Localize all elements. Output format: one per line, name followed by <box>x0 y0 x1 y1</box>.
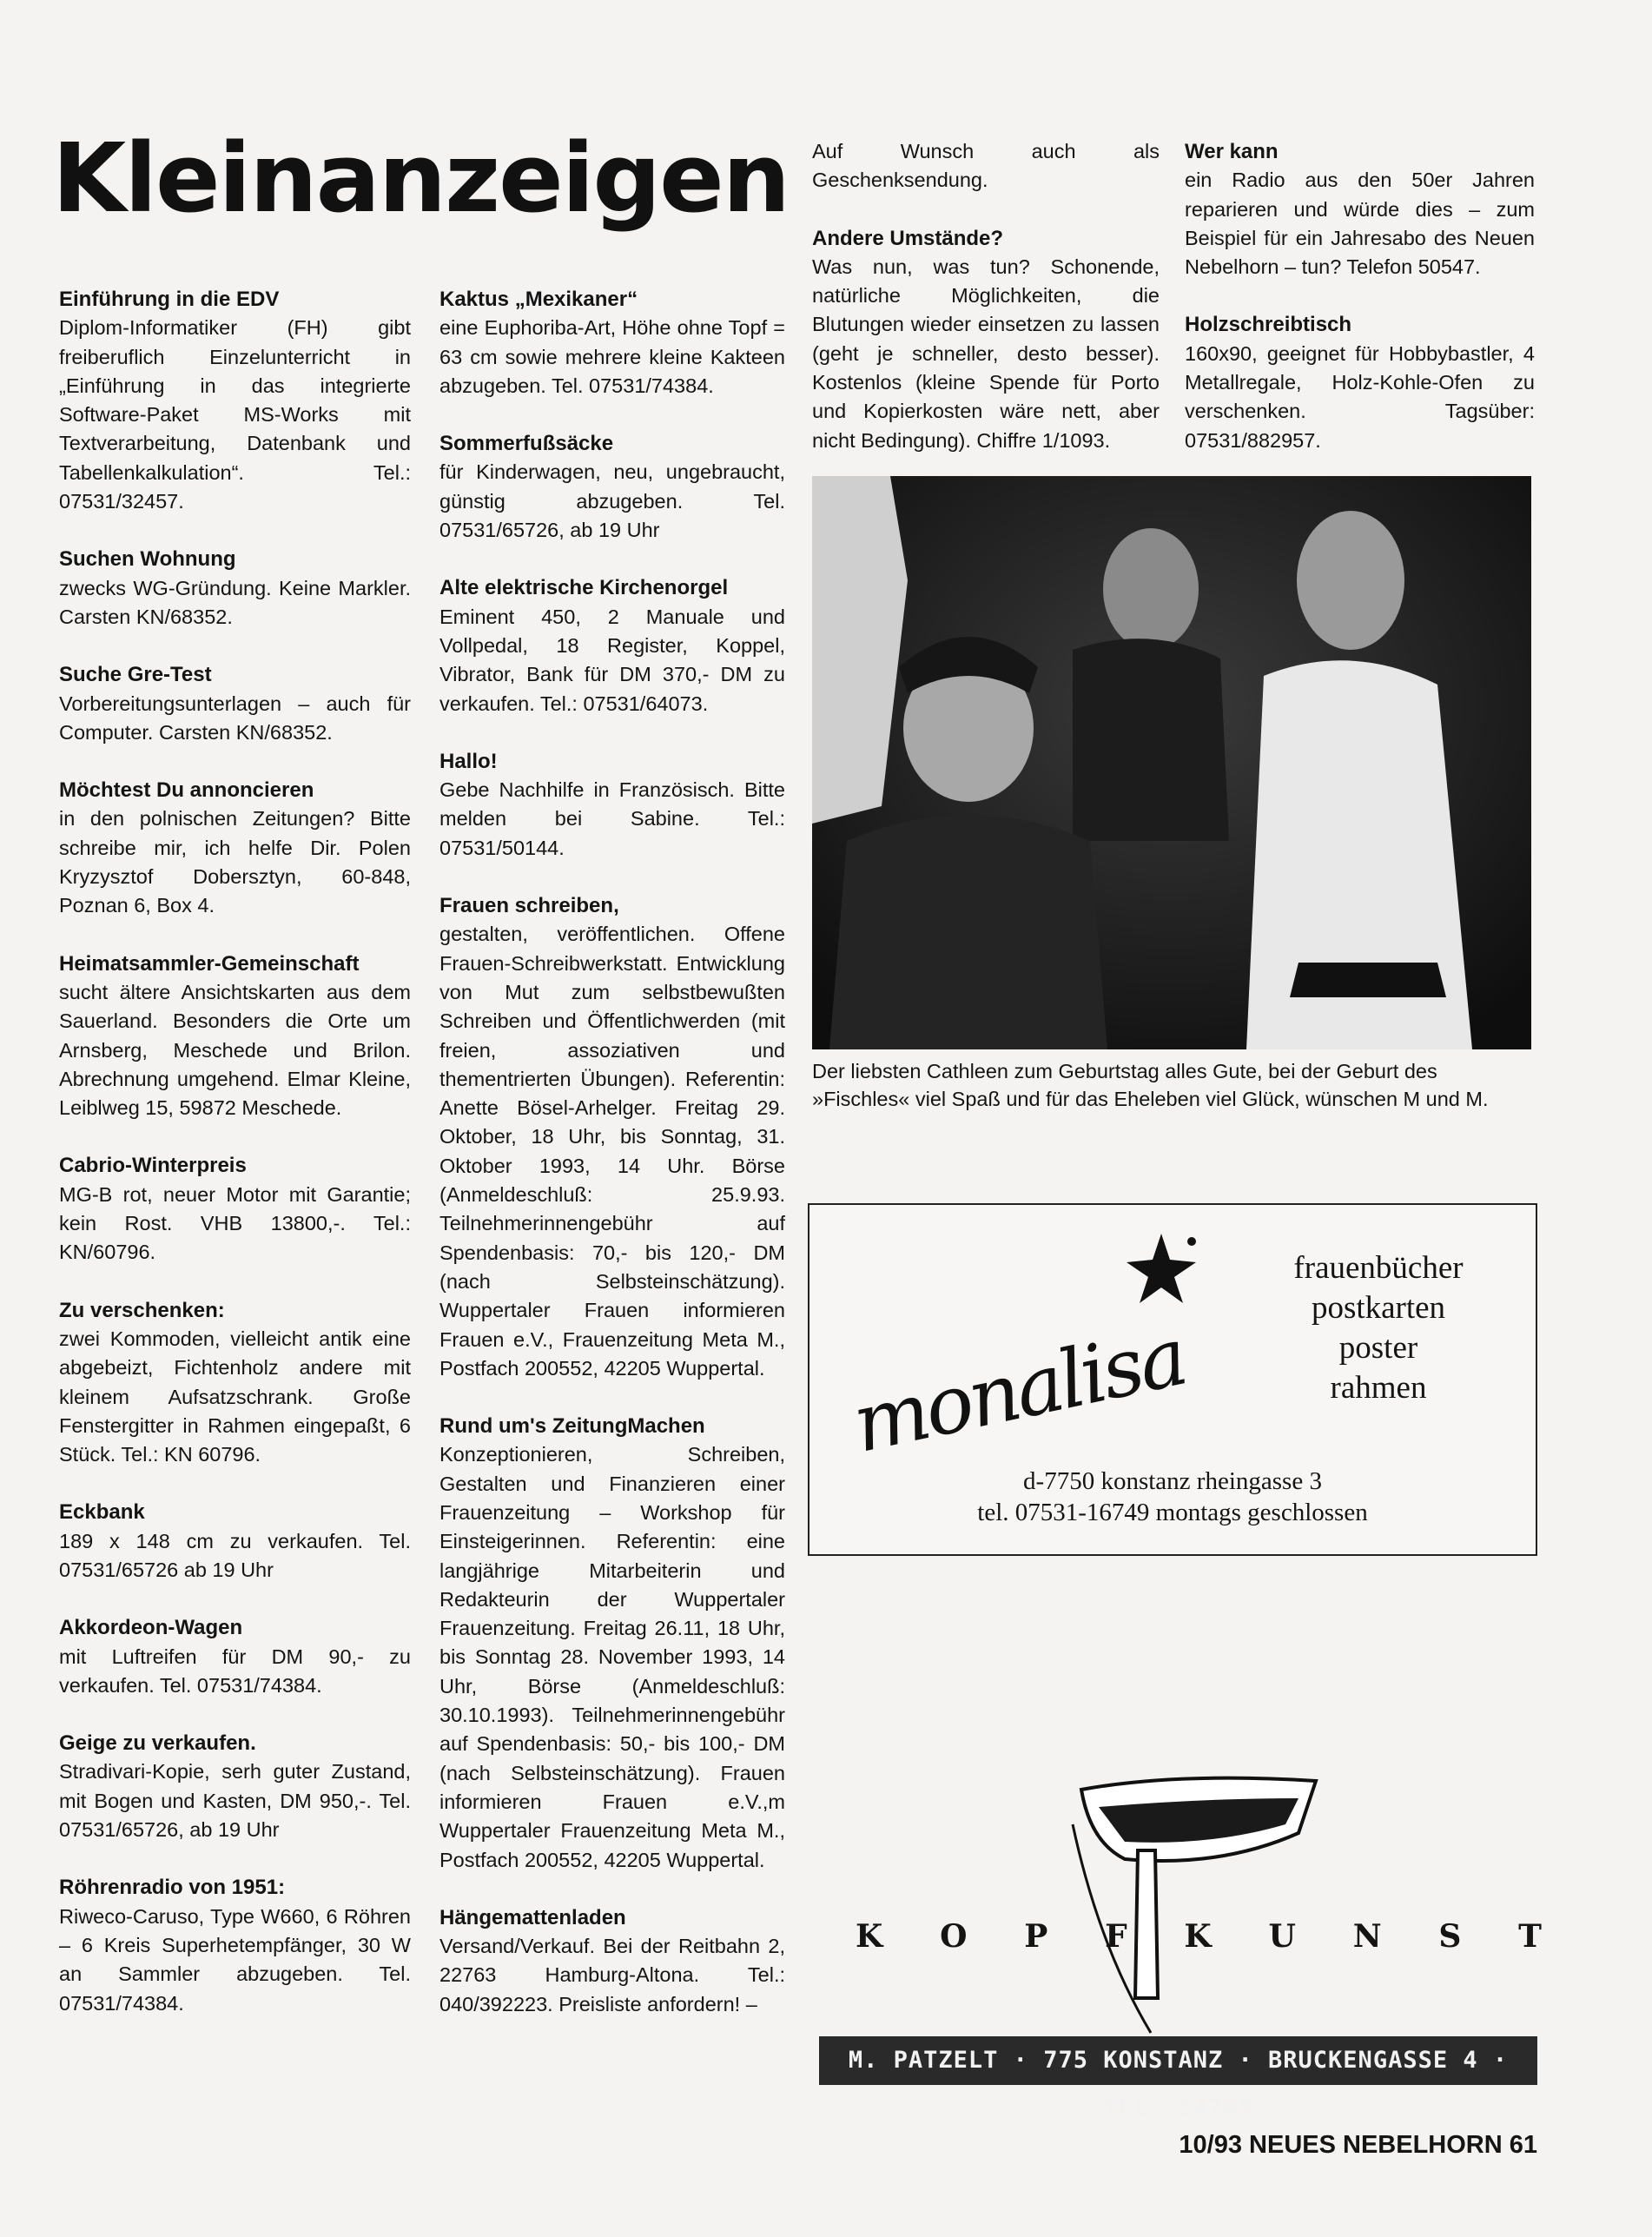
classified-ad <box>439 285 785 400</box>
classified-ad <box>59 950 411 1123</box>
ad-heading: Rund um's ZeitungMachen <box>439 1414 705 1439</box>
kopfkunst-letter: O <box>940 1918 968 1955</box>
kopfkunst-ad <box>812 1772 1542 2059</box>
ad-heading: Cabrio-Winterpreis <box>59 1154 247 1178</box>
kopfkunst-letter: P <box>1024 1918 1048 1955</box>
photo-illustration <box>812 476 1531 1049</box>
ad-body: zwecks WG-Gründung. Keine Markler. Carsten KN/68352. <box>59 576 411 628</box>
ad-heading: Sommerfußsäcke <box>439 432 614 456</box>
ad-heading: Hallo! <box>439 749 498 773</box>
ad-body: in den polnischen Zeitungen? Bitte schreibe mir, ich helfe Dir. Polen Kryzysztof Dobersztyn, 60-848, Poznan 6, Box 4. <box>59 807 411 917</box>
classified-ad <box>59 1613 411 1700</box>
ad-heading: Eckbank <box>59 1500 145 1525</box>
classified-ad <box>59 776 411 920</box>
classified-ad <box>439 1903 785 2019</box>
monalisa-address-block <box>809 1466 1536 1528</box>
ad-heading: Röhrenradio von 1951: <box>59 1876 286 1900</box>
monalisa-ad <box>808 1203 1537 1556</box>
kopfkunst-letter: F <box>1105 1918 1127 1955</box>
ad-body: mit Luftreifen für DM 90,- zu verkaufen. Tel. 07531/74384. <box>59 1645 411 1697</box>
kopfkunst-letter: T <box>1518 1918 1542 1955</box>
ad-body: 189 x 148 cm zu verkaufen. Tel. 07531/65726 ab 19 Uhr <box>59 1529 411 1581</box>
ad-body: zwei Kommoden, vielleicht antik eine abgebeizt, Fichtenholz andere mit kleinem Aufsatzschrank. Große Fenstergitter in Rahmen eingepaßt, 6 Stück. Tel.: KN 60796. <box>59 1327 411 1466</box>
classifieds-column-3 <box>812 137 1160 484</box>
ad-body: eine Euphoriba-Art, Höhe ohne Topf = 63 cm sowie mehrere kleine Kakteen abzugeben. Tel. 07531/74384. <box>439 316 785 397</box>
classifieds-column-1 <box>59 285 411 2047</box>
page-title: Kleinanzeigen <box>52 122 790 234</box>
ad-body: sucht ältere Ansichtskarten aus dem Sauerland. Besonders die Orte um Arnsberg, Meschede und Brilon. Abrechnung umgehend. Elmar Kleine, Leiblweg 15, 59872 Meschede. <box>59 980 411 1120</box>
monalisa-logo: monalisa <box>845 1310 1193 1471</box>
ad-body: für Kinderwagen, neu, ungebraucht, günstig abzugeben. Tel. 07531/65726, ab 19 Uhr <box>439 460 785 542</box>
ad-heading: Hängemattenladen <box>439 1905 626 1929</box>
page-footer: 10/93 NEUES NEBELHORN 61 <box>1179 2131 1537 2159</box>
classified-ad <box>59 285 411 516</box>
kopfkunst-banner: M. PATZELT · 775 KONSTANZ · BRUCKENGASSE 4 · TEL. 24789 <box>819 2036 1537 2085</box>
monalisa-line: postkarten <box>1311 1290 1446 1326</box>
kopfkunst-letter: K <box>856 1918 883 1955</box>
kopfkunst-letter: U <box>1268 1918 1296 1955</box>
ad-body: 160x90, geeignet für Hobbybastler, 4 Metallregale, Holz-Kohle-Ofen zu verschenken. Tagsüber: 07531/882957. <box>1185 341 1535 452</box>
monalisa-product-list <box>1248 1248 1509 1408</box>
classified-ad <box>59 1151 411 1267</box>
classified-ad <box>439 429 785 545</box>
kopfkunst-letter: N <box>1352 1918 1382 1955</box>
ad-heading: Alte elektrische Kirchenorgel <box>439 576 729 600</box>
kopfkunst-letter: S <box>1438 1918 1462 1955</box>
classified-ad <box>812 137 1160 195</box>
classified-ad <box>439 891 785 1383</box>
ad-heading: Geige zu verkaufen. <box>59 1731 256 1756</box>
classified-ad <box>59 1873 411 2017</box>
ad-heading: Suche Gre-Test <box>59 663 212 687</box>
classified-ad <box>812 224 1160 455</box>
classified-ad <box>59 545 411 632</box>
ad-heading: Möchtest Du annoncieren <box>59 778 314 803</box>
ad-body: Konzeptionieren, Schreiben, Gestalten und Finanzieren einer Frauenzeitung – Workshop für Einsteigerinnen. Referentin: eine langjährige Mitarbeiterin und Redakteurin der Wuppertaler Frauenzeitung. Freitag 26.11, 18 Uhr, bis Sonntag 28. November 1993, 14 Uhr, Börse (Anmeldeschluß: 30.10.1993). Teilnehmerinnengebühr auf Spendenbasis: 50,- bis 100,- DM (nach Selbsteinschätzung). Frauen informieren Frauen e.V.,m Wuppertaler Frauenzeitung Meta M., Postfach 200552, 42205 Wuppertal. <box>439 1443 785 1871</box>
ad-body: Stradivari-Kopie, serh guter Zustand, mit Bogen und Kasten, DM 950,-. Tel. 07531/65726, ab 19 Uhr <box>59 1760 411 1842</box>
monalisa-line: poster <box>1338 1330 1418 1366</box>
monalisa-line: frauenbücher <box>1293 1250 1464 1286</box>
ad-body: Versand/Verkauf. Bei der Reitbahn 2, 22763 Hamburg-Altona. Tel.: 040/392223. Preisliste anfordern! – <box>439 1935 785 2015</box>
classified-ad <box>439 573 785 718</box>
ad-body: Eminent 450, 2 Manuale und Vollpedal, 18 Register, Koppel, Vibrator, Bank für DM 370,- DM zu verkaufen. Tel.: 07531/64073. <box>439 605 785 715</box>
ad-heading: Kaktus „Mexikaner“ <box>439 288 638 311</box>
ad-body: Gebe Nachhilfe in Französisch. Bitte melden bei Sabine. Tel.: 07531/50144. <box>439 778 785 859</box>
photo-caption: Der liebsten Cathleen zum Geburtstag alles Gute, bei der Geburt des »Fischles« viel Spaß und für das Eheleben viel Glück, wünschen M und M. <box>812 1060 1489 1110</box>
ad-body: Diplom-Informatiker (FH) gibt freiberuflich Einzelunterricht in „Einführung in das integrierte Software-Paket MS-Works mit Textverarbeitung, Datenbank und Tabellenkalkulation“. Tel.: 07531/32457. <box>59 316 411 513</box>
ad-heading: Suchen Wohnung <box>59 547 236 572</box>
ad-heading: Andere Umstände? <box>812 226 1004 250</box>
ad-body: Riweco-Caruso, Type W660, 6 Röhren – 6 Kreis Superhetempfänger, 30 W an Sammler abzugeben. Tel. 07531/74384. <box>59 1904 411 2015</box>
classified-ad <box>1185 137 1535 281</box>
ad-body: gestalten, veröffentlichen. Offene Frauen-Schreibwerkstatt. Entwicklung von Mut zum selbstbewußten Schreiben und Öffentlichwerden (mit freien, assoziativen und thementrierten Übungen). Referentin: Anette Bösel-Arhelger. Freitag 29. Oktober, 18 Uhr, bis Sonntag, 31. Oktober 1993, 14 Uhr. Börse (Anmeldeschluß: 25.9.93. Teilnehmerinnengebühr auf Spendenbasis: 70,- bis 120,- DM (nach Selbsteinschätzung). Wuppertaler Frauen informieren Frauen e.V., Frauenzeitung Meta M., Postfach 200552, 42205 Wuppertal. <box>439 923 785 1380</box>
star-icon <box>1122 1229 1200 1307</box>
classified-ad <box>439 747 785 863</box>
classified-ad <box>59 1498 411 1585</box>
ad-body: ein Radio aus den 50er Jahren reparieren und würde dies – zum Beispiel für ein Jahresabo des Neuen Nebelhorn – tun? Telefon 50547. <box>1185 169 1535 279</box>
ad-heading: Heimatsammler-Gemeinschaft <box>59 951 360 976</box>
kopfkunst-wordmark <box>856 1918 1542 1955</box>
birthday-photo <box>812 476 1531 1049</box>
ad-body: Auf Wunsch auch als Geschenksendung. <box>812 140 1160 192</box>
classified-ad <box>59 660 411 747</box>
ad-heading: Holzschreibtisch <box>1185 313 1352 337</box>
ad-body: MG-B rot, neuer Motor mit Garantie; kein Rost. VHB 13800,-. Tel.: KN/60796. <box>59 1182 411 1264</box>
monalisa-phone: tel. 07531-16749 montags geschlossen <box>977 1499 1368 1526</box>
classifieds-column-4 <box>1185 137 1535 484</box>
ad-heading: Zu verschenken: <box>59 1298 225 1322</box>
classified-ad <box>1185 310 1535 454</box>
ad-heading: Frauen schreiben, <box>439 894 619 918</box>
ad-body: Vorbereitungsunterlagen – auch für Computer. Carsten KN/68352. <box>59 692 411 744</box>
classified-ad <box>439 1412 785 1875</box>
ad-heading: Wer kann <box>1185 140 1279 163</box>
classified-ad <box>59 1296 411 1470</box>
ad-heading: Einführung in die EDV <box>59 288 280 311</box>
ad-body: Was nun, was tun? Schonende, natürliche Möglichkeiten, die Blutungen wieder einsetzen zu lassen (geht je schneller, desto besser). Kostenlos (kleine Spende für Porto und Kopierkosten wäre nett, aber nicht Bedingung). Chiffre 1/1093. <box>812 255 1160 452</box>
monalisa-line: rahmen <box>1330 1370 1427 1406</box>
classified-ad <box>59 1729 411 1844</box>
kopfkunst-letter: K <box>1184 1918 1212 1955</box>
monalisa-address: d-7750 konstanz rheingasse 3 <box>1023 1467 1322 1495</box>
ad-heading: Akkordeon-Wagen <box>59 1616 243 1640</box>
classifieds-column-2 <box>439 285 785 2048</box>
mouth-t-logo <box>812 1772 1533 2059</box>
